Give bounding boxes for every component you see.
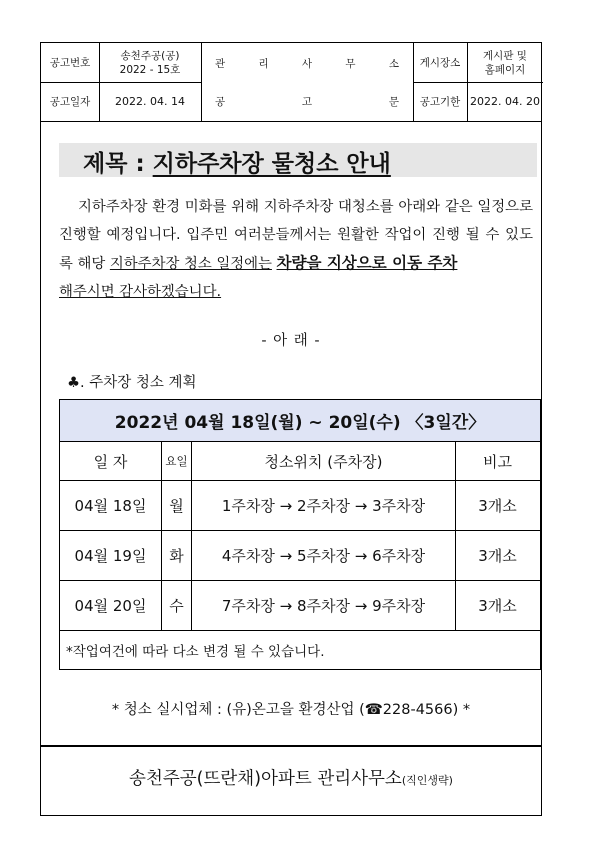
col-header-date: 일 자 (60, 442, 162, 480)
notice-no-value-line2: 2022 - 15호 (119, 63, 181, 76)
footer-issuer (41, 765, 541, 790)
cell-location: 7주차장 → 8주차장 → 9주차장 (192, 581, 456, 630)
cell-date: 04월 20일 (60, 581, 162, 630)
schedule-note: *작업여건에 따라 다소 변경 될 수 있습니다. (59, 631, 541, 670)
cell-remark: 3개소 (478, 497, 517, 515)
body-emphasis: 차량을 지상으로 이동 주차 (276, 254, 458, 272)
posting-place-label: 게시장소 (419, 56, 461, 69)
cell-date: 04월 18일 (60, 481, 162, 530)
cell-weekday: 월 (162, 481, 192, 530)
cell-remark: 3개소 (478, 597, 517, 615)
posting-place-line2: 홈페이지 (484, 63, 526, 76)
issuer-name: 송천주공(뜨란채)아파트 관리사무소 (129, 769, 402, 789)
plan-heading: ♣. 주차장 청소 계획 (67, 375, 197, 391)
seal-omitted: (직인생략) (401, 774, 453, 787)
table-row (59, 531, 541, 581)
cell-weekday: 수 (162, 581, 192, 630)
office-title-char: 무 (345, 57, 356, 70)
subject-text: 지하주차장 물청소 안내 (152, 151, 391, 177)
cell-location: 1주차장 → 2주차장 → 3주차장 (192, 481, 456, 530)
table-row (59, 481, 541, 531)
subject-title (83, 145, 391, 178)
col-header-weekday: 요일 (162, 442, 192, 480)
col-header-location: 청소위치 (주차장) (192, 442, 456, 480)
office-title-char: 사 (301, 57, 313, 70)
body-part2: 지하주차장 청소 일정에는 (109, 256, 272, 272)
cell-location: 4주차장 → 5주차장 → 6주차장 (192, 531, 456, 580)
office-title-char: 리 (258, 57, 269, 70)
notice-title-char: 고 (301, 95, 313, 108)
notice-header (41, 43, 541, 122)
posting-place-line1: 게시판 및 (483, 49, 527, 62)
notice-no-value-line1: 송천주공(공) (120, 49, 180, 62)
notice-date-value: 2022. 04. 14 (115, 94, 185, 108)
notice-no-value (99, 43, 201, 82)
subject-banner (59, 143, 537, 177)
table-header-row (59, 442, 541, 481)
notice-no-label: 공고번호 (49, 56, 91, 69)
deadline-label: 공고기한 (419, 95, 461, 108)
notice-date-label: 공고일자 (49, 95, 91, 108)
notice-body (59, 193, 533, 306)
notice-title-char: 공 (215, 95, 226, 108)
subject-prefix: 제목 : (83, 151, 153, 177)
body-part1: 지하주차장 환경 미화를 위해 지하주차장 대청소를 아래와 같은 일정으로 진행할 예정입니다. 입주민 여러분들께서는 원활한 작업이 진행 될 수 있도록 해당 (59, 199, 533, 272)
schedule-table (59, 399, 541, 670)
body-part5: 해주시면 감사하겠습니다. (59, 284, 222, 300)
table-row (59, 581, 541, 631)
notice-title (201, 82, 413, 121)
schedule-period: 2022년 04월 18일(월) ~ 20일(수) 〈3일간〉 (59, 399, 541, 442)
posting-place-value (467, 43, 543, 82)
footer-divider (41, 745, 541, 747)
col-header-remark: 비고 (483, 452, 512, 471)
office-title-char: 관 (215, 57, 226, 70)
office-title-char: 소 (388, 57, 399, 70)
separator: - 아 래 - (261, 333, 321, 349)
notice-document (40, 42, 542, 816)
cell-weekday: 화 (162, 531, 192, 580)
cell-remark: 3개소 (478, 547, 517, 565)
cell-date: 04월 19일 (60, 531, 162, 580)
notice-title-char: 문 (388, 95, 399, 108)
office-title (201, 45, 413, 82)
deadline-value: 2022. 04. 20 (470, 94, 540, 108)
contractor-info: * 청소 실시업체 : (유)온고을 환경산업 (☎228-4566) * (111, 702, 471, 718)
